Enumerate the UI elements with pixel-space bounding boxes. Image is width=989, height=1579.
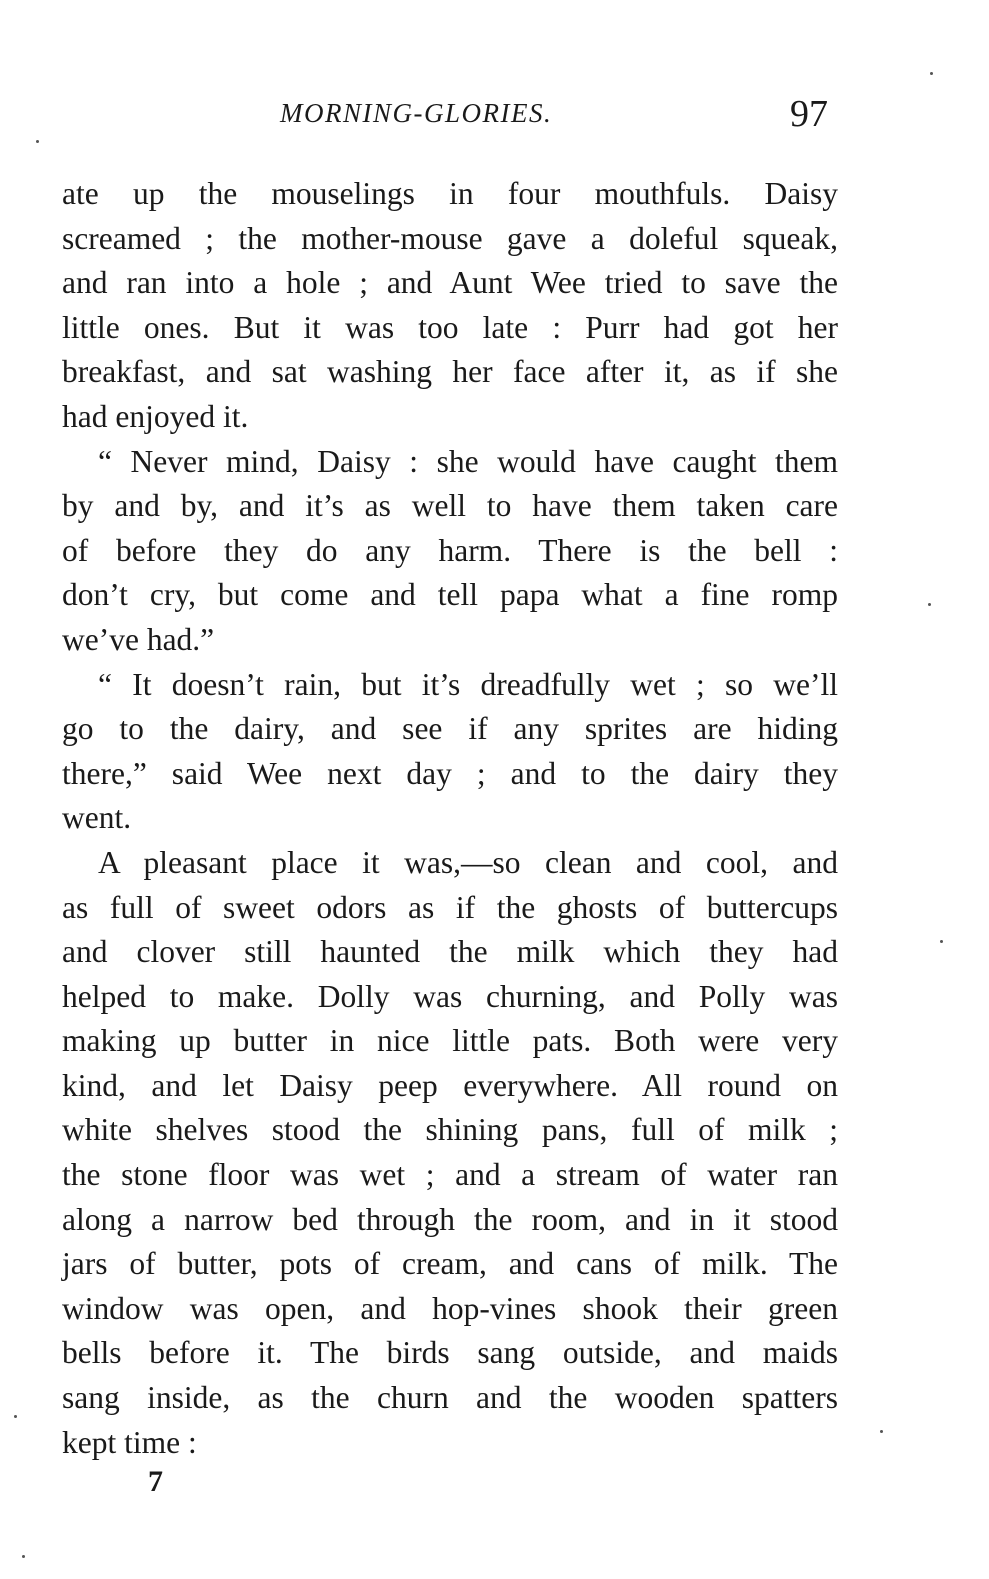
text-line: bells before it. The birds sang outside, and maids	[62, 1335, 838, 1371]
scan-speck	[22, 1555, 25, 1558]
page-number: 97	[790, 93, 828, 135]
text-line: window was open, and hop-vines shook their green	[62, 1290, 838, 1326]
text-line: there,” said Wee next day ; and to the dairy they	[62, 755, 838, 791]
text-line: A pleasant place it was,—so clean and cool, and	[98, 844, 838, 880]
text-line: helped to make. Dolly was churning, and Polly was	[62, 978, 838, 1014]
text-line: we’ve had.”	[62, 621, 215, 657]
text-line: little ones. But it was too late : Purr had got her	[62, 309, 838, 345]
text-line: along a narrow bed through the room, and in it stood	[62, 1201, 838, 1237]
scan-speck	[940, 940, 943, 943]
text-line: the stone floor was wet ; and a stream of water ran	[62, 1157, 838, 1193]
text-line: as full of sweet odors as if the ghosts of buttercups	[62, 889, 838, 925]
text-line: went.	[62, 800, 132, 836]
text-line: white shelves stood the shining pans, full of milk ;	[62, 1112, 838, 1148]
text-line: don’t cry, but come and tell papa what a fine romp	[62, 577, 838, 613]
text-line: ate up the mouselings in four mouthfuls. Daisy	[62, 176, 838, 211]
text-line: had enjoyed it.	[62, 398, 249, 434]
scan-speck	[36, 140, 39, 143]
text-line: and ran into a hole ; and Aunt Wee tried to save the	[62, 265, 838, 301]
text-line: jars of butter, pots of cream, and cans of milk. The	[62, 1246, 838, 1282]
text-line: “ Never mind, Daisy : she would have caught them	[98, 443, 838, 479]
scan-speck	[928, 603, 931, 606]
text-line: go to the dairy, and see if any sprites are hiding	[62, 711, 838, 747]
text-line: of before they do any harm. There is the bell :	[62, 532, 838, 568]
text-line: and clover still haunted the milk which they had	[62, 934, 838, 970]
text-line: “ It doesn’t rain, but it’s dreadfully wet ; so we’ll	[98, 666, 838, 702]
scan-speck	[14, 1415, 17, 1418]
text-line: making up butter in nice little pats. Both were very	[62, 1023, 838, 1059]
body-text	[62, 172, 838, 1465]
text-line: kind, and let Daisy peep everywhere. All round on	[62, 1067, 838, 1103]
text-line: screamed ; the mother-mouse gave a doleful squeak,	[62, 220, 838, 256]
scan-speck	[930, 72, 933, 75]
running-title: MORNING-GLORIES.	[280, 98, 553, 128]
text-line: by and by, and it’s as well to have them taken care	[62, 488, 838, 524]
text-line: breakfast, and sat washing her face after it, as if she	[62, 354, 838, 390]
text-line: sang inside, as the churn and the wooden spatters	[62, 1380, 838, 1416]
scan-speck	[880, 1430, 883, 1433]
signature-mark: 7	[148, 1465, 163, 1498]
text-line: kept time :	[62, 1424, 197, 1460]
